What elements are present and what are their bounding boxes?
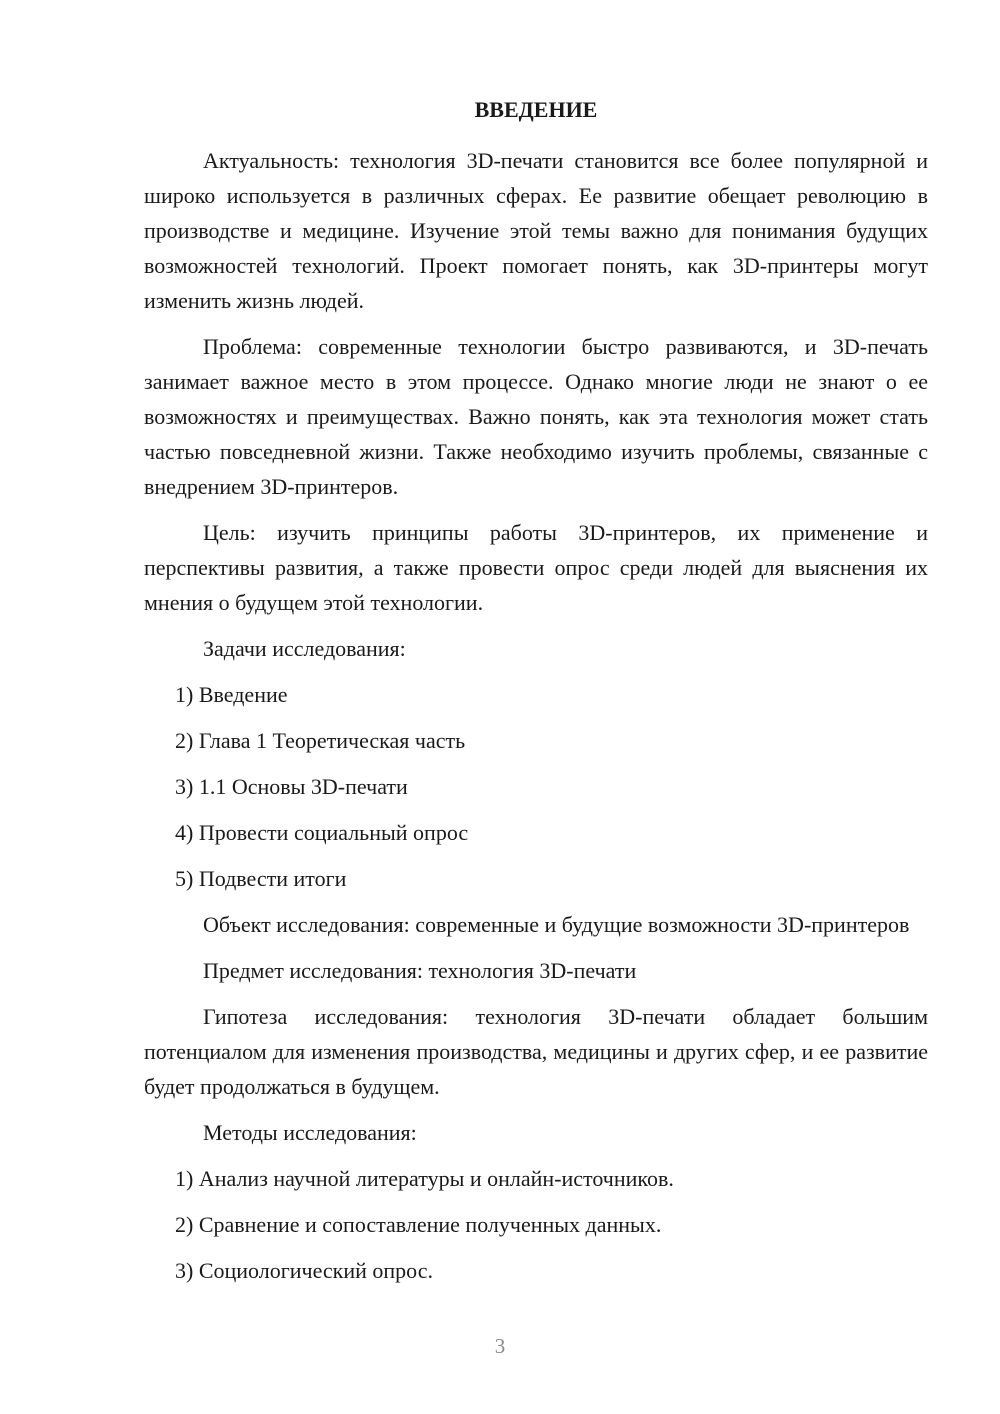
task-item: 1) Введение bbox=[175, 682, 288, 707]
task-item: 3) 1.1 Основы 3D-печати bbox=[175, 774, 408, 799]
method-item: 2) Сравнение и сопоставление полученных данных. bbox=[175, 1212, 662, 1237]
goal-paragraph: Цель: изучить принципы работы 3D-принтеров, их применение и перспективы развития, а также провести опрос среди людей для выяснения их мнения о будущем этой технологии. bbox=[144, 520, 928, 615]
problem-paragraph: Проблема: современные технологии быстро развиваются, и 3D-печать занимает важное место в этом процессе. Однако многие люди не знают о ее возможностях и преимуществах. Важно понять, как эта технология может стать частью повседневной жизни. Также необходимо изучить проблемы, связанные с внедрением 3D-принтеров. bbox=[144, 334, 928, 499]
hypothesis-paragraph: Гипотеза исследования: технология 3D-печати обладает большим потенциалом для изменения производства, медицины и других сфер, и ее развитие будет продолжаться в будущем. bbox=[144, 1004, 928, 1099]
relevance-paragraph: Актуальность: технология 3D-печати становится все более популярной и широко используется в различных сферах. Ее развитие обещает революцию в производстве и медицине. Изучение этой темы важно для понимания будущих возможностей технологий. Проект помогает понять, как 3D-принтеры могут изменить жизнь людей. bbox=[144, 148, 928, 313]
page-content bbox=[144, 92, 928, 1299]
object-paragraph: Объект исследования: современные и будущие возможности 3D-принтеров bbox=[203, 912, 910, 937]
methods-heading: Методы исследования: bbox=[203, 1120, 417, 1145]
subject-paragraph: Предмет исследования: технология 3D-печати bbox=[203, 958, 637, 983]
tasks-heading: Задачи исследования: bbox=[203, 636, 406, 661]
task-item: 5) Подвести итоги bbox=[175, 866, 347, 891]
method-item: 3) Социологический опрос. bbox=[175, 1258, 433, 1283]
method-item: 1) Анализ научной литературы и онлайн-источников. bbox=[175, 1166, 674, 1191]
task-item: 2) Глава 1 Теоретическая часть bbox=[175, 728, 466, 753]
section-title: ВВЕДЕНИЕ bbox=[474, 97, 598, 122]
task-item: 4) Провести социальный опрос bbox=[175, 820, 469, 845]
page-number: 3 bbox=[494, 1334, 506, 1358]
